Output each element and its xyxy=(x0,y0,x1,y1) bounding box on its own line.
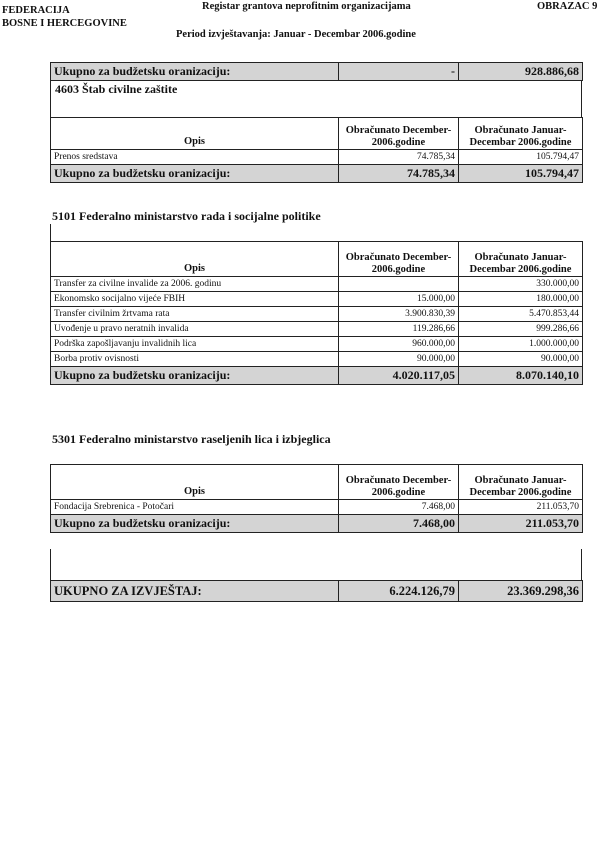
row-jan: 105.794,47 xyxy=(459,150,583,165)
total-jan-value: 928.886,68 xyxy=(459,63,583,81)
total-jan-value: 105.794,47 xyxy=(459,165,583,183)
col-header-jan: Obračunato Januar- Decembar 2006.godine xyxy=(459,118,583,150)
row-dec: 119.286,66 xyxy=(339,322,459,337)
col-header-dec: Obračunato December- 2006.godine xyxy=(339,118,459,150)
row-opis: Fondacija Srebrenica - Potočari xyxy=(51,500,339,515)
total-dec-value: 4.020.117,05 xyxy=(339,367,459,385)
section-title-4603: 4603 Štab civilne zaštite xyxy=(55,82,178,96)
section-title-5101: 5101 Federalno ministarstvo rada i socijalne politike xyxy=(52,209,321,223)
row-dec xyxy=(339,277,459,292)
total-label: Ukupno za budžetsku oranizaciju: xyxy=(51,165,339,183)
report-period: Period izvještavanja: Januar - Decembar 2006.godine xyxy=(176,29,416,40)
table-row xyxy=(51,500,583,515)
row-jan: 999.286,66 xyxy=(459,322,583,337)
section-table-4603 xyxy=(50,117,583,183)
register-title: Registar grantova neprofitnim organizacijama xyxy=(202,1,411,12)
table-row xyxy=(51,322,583,337)
row-opis: Ekonomsko socijalno vijeće FBIH xyxy=(51,292,339,307)
section-total-row xyxy=(51,165,583,183)
col-header-dec: Obračunato December- 2006.godine xyxy=(339,242,459,277)
grand-total-label: UKUPNO ZA IZVJEŠTAJ: xyxy=(51,581,339,602)
top-total-table xyxy=(50,62,583,81)
row-dec: 15.000,00 xyxy=(339,292,459,307)
row-opis: Prenos sredstava xyxy=(51,150,339,165)
col-header-opis: Opis xyxy=(51,465,339,500)
section-table-5301 xyxy=(50,464,583,533)
col-header-opis: Opis xyxy=(51,242,339,277)
form-code: OBRAZAC 9 xyxy=(537,1,598,12)
total-dec-value: 74.785,34 xyxy=(339,165,459,183)
table-row xyxy=(51,277,583,292)
total-dec-value: - xyxy=(339,63,459,81)
col-header-jan: Obračunato Januar- Decembar 2006.godine xyxy=(459,242,583,277)
org-name-line1: FEDERACIJA xyxy=(2,5,70,16)
row-jan: 5.470.853,44 xyxy=(459,307,583,322)
total-jan-value: 8.070.140,10 xyxy=(459,367,583,385)
grand-total-table xyxy=(50,580,583,602)
col-header-dec: Obračunato December- 2006.godine xyxy=(339,465,459,500)
row-dec: 3.900.830,39 xyxy=(339,307,459,322)
total-label: Ukupno za budžetsku oranizaciju: xyxy=(51,63,339,81)
row-jan: 90.000,00 xyxy=(459,352,583,367)
table-row xyxy=(51,150,583,165)
total-label: Ukupno za budžetsku oranizaciju: xyxy=(51,367,339,385)
section-table-5101 xyxy=(50,241,583,385)
section-title-5301: 5301 Federalno ministarstvo raseljenih lica i izbjeglica xyxy=(52,432,331,446)
row-dec: 74.785,34 xyxy=(339,150,459,165)
table-row xyxy=(51,337,583,352)
table-row xyxy=(51,352,583,367)
row-jan: 180.000,00 xyxy=(459,292,583,307)
grand-total-dec-value: 6.224.126,79 xyxy=(339,581,459,602)
col-header-opis: Opis xyxy=(51,118,339,150)
total-label: Ukupno za budžetsku oranizaciju: xyxy=(51,515,339,533)
row-opis: Borba protiv ovisnosti xyxy=(51,352,339,367)
row-jan: 330.000,00 xyxy=(459,277,583,292)
section-total-row xyxy=(51,367,583,385)
grand-total-jan-value: 23.369.298,36 xyxy=(459,581,583,602)
row-dec: 90.000,00 xyxy=(339,352,459,367)
row-opis: Uvođenje u pravo neratnih invalida xyxy=(51,322,339,337)
row-opis: Transfer za civilne invalide za 2006. godinu xyxy=(51,277,339,292)
row-jan: 211.053,70 xyxy=(459,500,583,515)
row-opis: Transfer civilnim žrtvama rata xyxy=(51,307,339,322)
col-header-jan: Obračunato Januar- Decembar 2006.godine xyxy=(459,465,583,500)
table-row xyxy=(51,307,583,322)
row-dec: 960.000,00 xyxy=(339,337,459,352)
total-dec-value: 7.468,00 xyxy=(339,515,459,533)
table-row xyxy=(51,292,583,307)
org-name-line2: BOSNE I HERCEGOVINE xyxy=(2,18,127,29)
section-total-row xyxy=(51,515,583,533)
row-jan: 1.000.000,00 xyxy=(459,337,583,352)
total-jan-value: 211.053,70 xyxy=(459,515,583,533)
row-dec: 7.468,00 xyxy=(339,500,459,515)
row-opis: Podrška zapošljavanju invalidnih lica xyxy=(51,337,339,352)
